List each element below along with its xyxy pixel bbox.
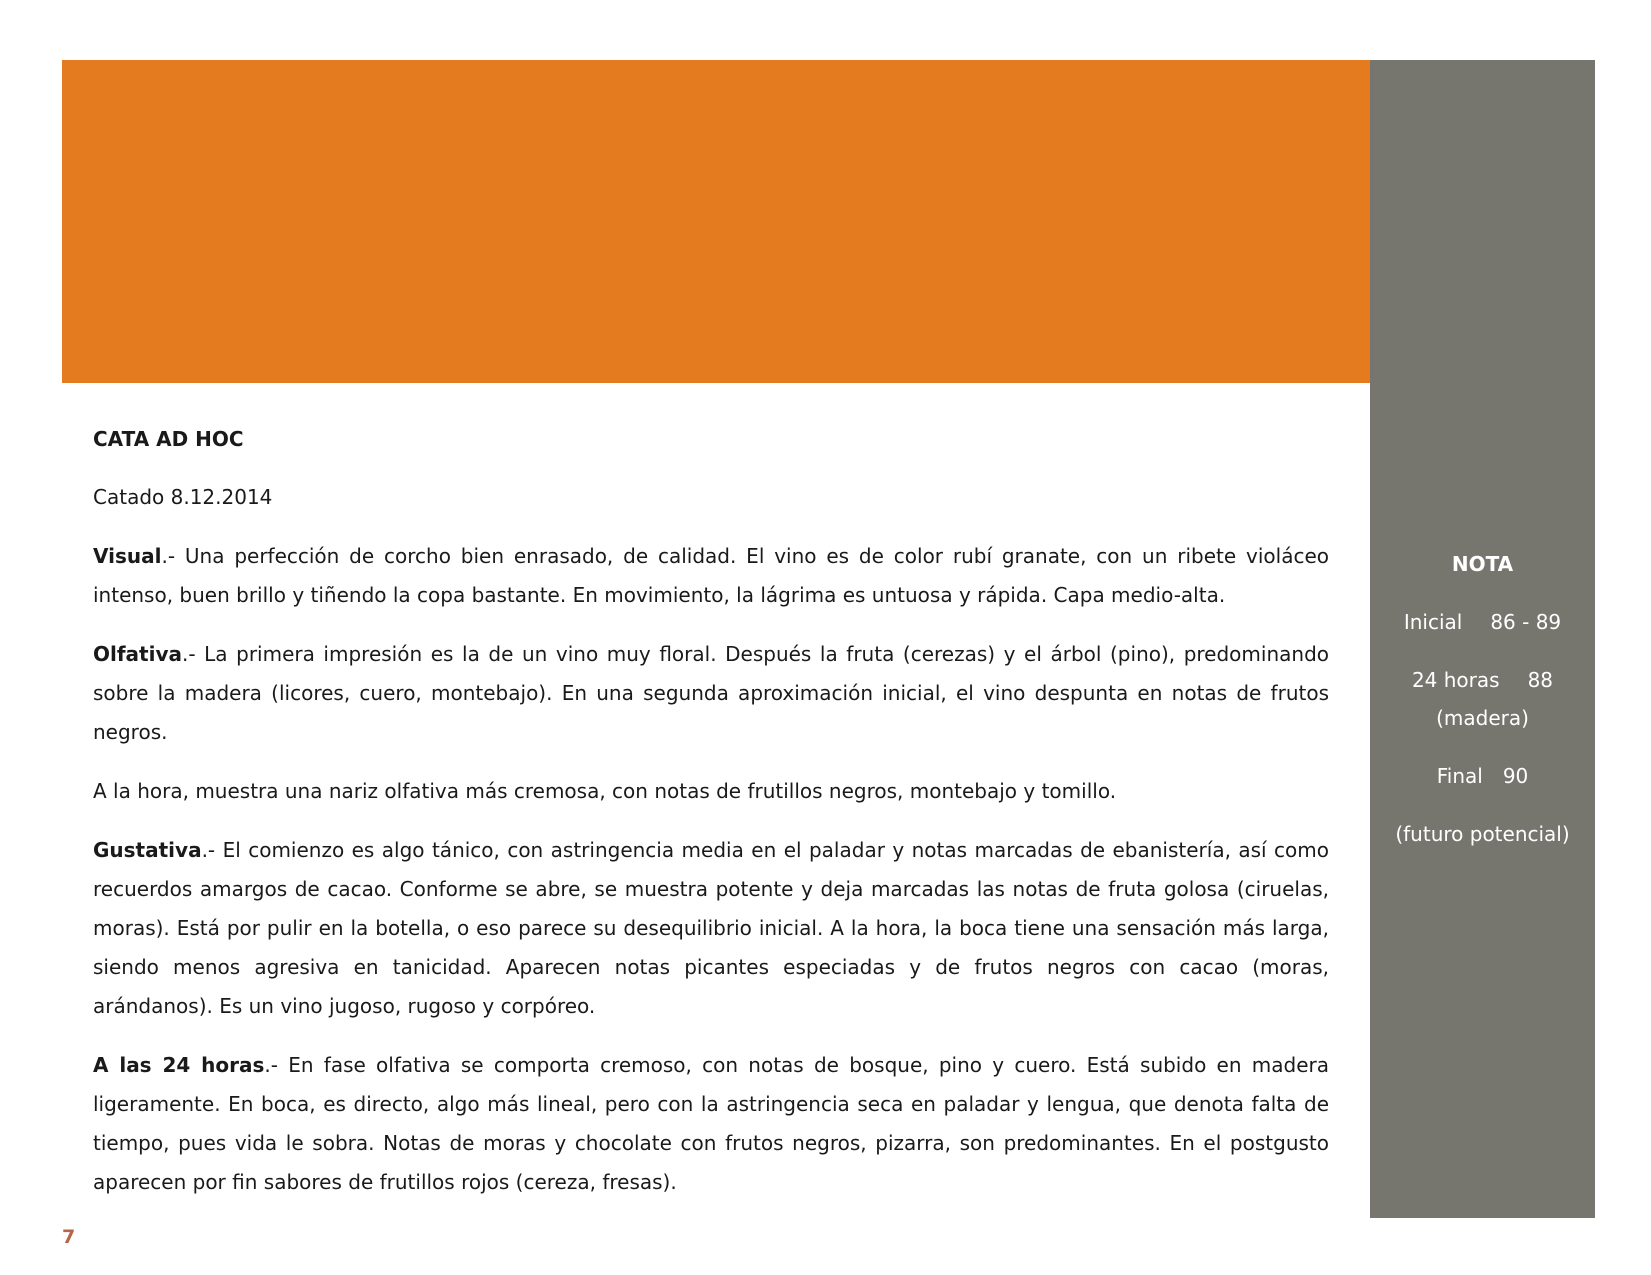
nota-24-horas-value: 88 bbox=[1527, 668, 1554, 692]
visual-label: Visual bbox=[93, 544, 162, 568]
tasting-notes bbox=[93, 420, 1329, 1222]
nota-24-horas-label: 24 horas bbox=[1411, 668, 1500, 692]
veinticuatro-horas-text: .- En fase olfativa se comporta cremoso, con notas de bosque, pino y cuero. Está subido en madera ligeramente. En boca, es directo, algo más lineal, pero con la astringencia seca en paladar y lengua, que denota falta de tiempo, pues vida le sobra. Notas de moras y chocolate con frutos negros, pizarra, son predominantes. En el postgusto aparecen por fin sabores de frutillos rojos (cereza, fresas). bbox=[93, 1053, 1329, 1194]
header-banner bbox=[62, 60, 1370, 383]
nota-final-label: Final bbox=[1436, 764, 1483, 788]
nota-inicial bbox=[1370, 603, 1595, 641]
gustativa-label: Gustativa bbox=[93, 838, 202, 862]
nota-24-horas-sub: (madera) bbox=[1436, 706, 1529, 730]
visual-text: .- Una perfección de corcho bien enrasado, de calidad. El vino es de color rubí granate, con un ribete violáceo intenso, buen brillo y tiñendo la copa bastante. En movimiento, la lágrima es untuosa y rápida. Capa medio-alta. bbox=[93, 544, 1329, 607]
olfativa-label: Olfativa bbox=[93, 642, 183, 666]
olfativa-text: .- La primera impresión es la de un vino muy floral. Después la fruta (cerezas) y el árbol (pino), predominando sobre la madera (licores, cuero, montebajo). En una segunda aproximación inicial, el vino despunta en notas de frutos negros. bbox=[93, 642, 1329, 744]
section-title: CATA AD HOC bbox=[93, 427, 244, 451]
gustativa-text: .- El comienzo es algo tánico, con astringencia media en el paladar y notas marcadas de ebanistería, así como recuerdos amargos de cacao. Conforme se abre, se muestra potente y deja marcadas las notas de fruta golosa (ciruelas, moras). Está por pulir en la botella, o eso parece su desequilibrio inicial. A la hora, la boca tiene una sensación más larga, siendo menos agresiva en tanicidad. Aparecen notas picantes especiadas y de frutos negros con cacao (moras, arándanos). Es un vino jugoso, rugoso y corpóreo. bbox=[93, 838, 1329, 1018]
page-number: 7 bbox=[62, 1226, 76, 1248]
nota-final-sub: (futuro potencial) bbox=[1395, 822, 1570, 846]
visual-paragraph bbox=[93, 537, 1329, 615]
nota-inicial-label: Inicial bbox=[1403, 610, 1463, 634]
veinticuatro-horas-paragraph bbox=[93, 1046, 1329, 1202]
nota-24-horas bbox=[1370, 661, 1595, 699]
nota-inicial-value: 86 - 89 bbox=[1490, 610, 1562, 634]
nota-panel bbox=[1370, 545, 1595, 873]
veinticuatro-horas-label: A las 24 horas bbox=[93, 1053, 265, 1077]
a-la-hora-paragraph: A la hora, muestra una nariz olfativa más cremosa, con notas de frutillos negros, montebajo y tomillo. bbox=[93, 779, 1117, 803]
nota-final-value: 90 bbox=[1502, 764, 1529, 788]
nota-final bbox=[1370, 757, 1595, 795]
olfativa-paragraph bbox=[93, 635, 1329, 752]
tasting-date: Catado 8.12.2014 bbox=[93, 485, 273, 509]
nota-title: NOTA bbox=[1451, 552, 1514, 576]
gustativa-paragraph bbox=[93, 831, 1329, 1026]
